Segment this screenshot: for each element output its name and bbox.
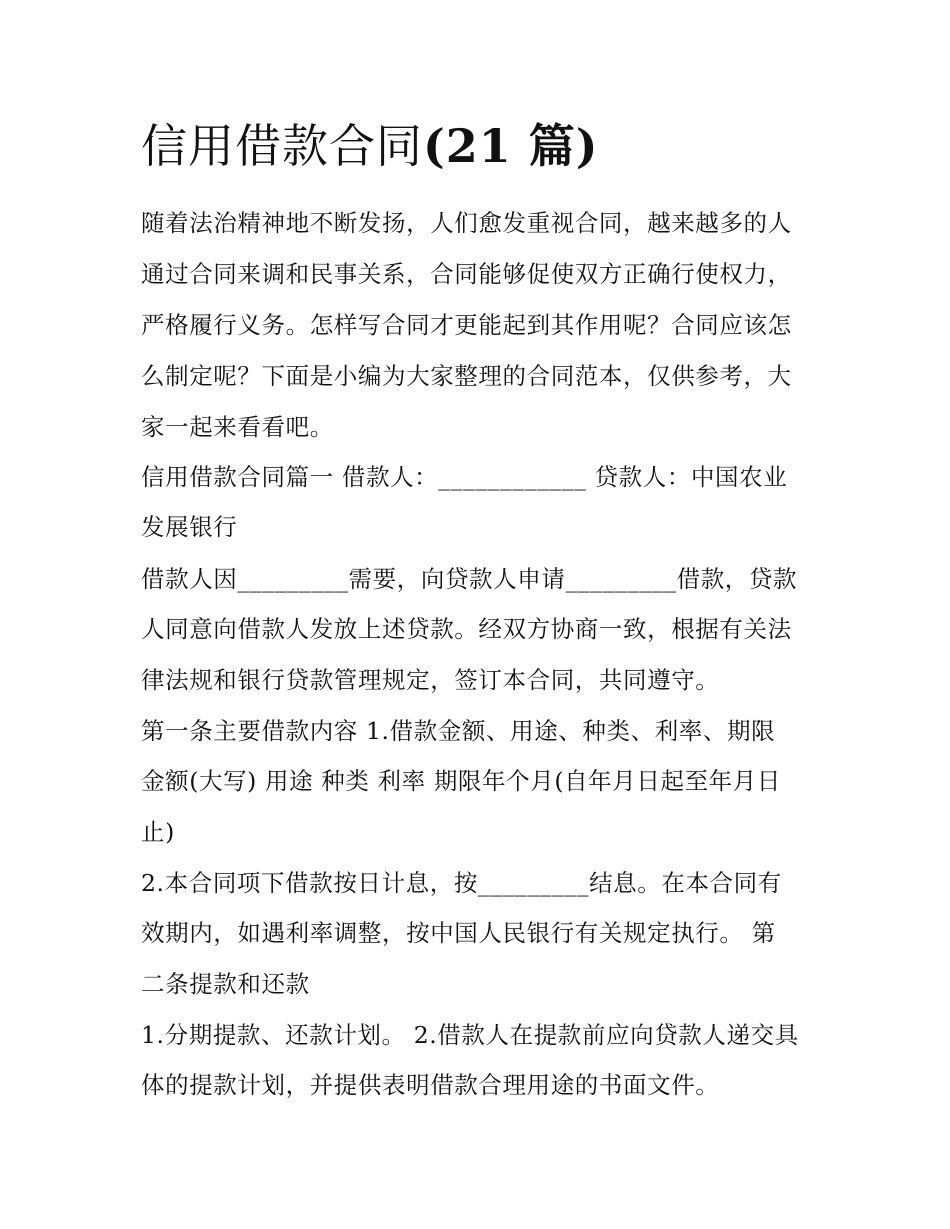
- page-title: [141, 114, 599, 178]
- paragraph-line: 通过合同来调和民事关系，合同能够促使双方正确行使权力，: [141, 260, 792, 288]
- paragraph-line: 体的提款计划，并提供表明借款合理用途的书面文件。: [141, 1071, 720, 1099]
- paragraph-line: 2.本合同项下借款按日计息，按_________结息。在本合同有: [141, 869, 782, 897]
- paragraph-line: 家一起来看看吧。: [141, 413, 334, 441]
- paragraph-line: 律法规和银行贷款管理规定，签订本合同，共同遵守。: [141, 666, 720, 694]
- paragraph-line: 发展银行: [141, 513, 238, 541]
- paragraph-line: 第一条主要借款内容 1.借款金额、用途、种类、利率、期限: [141, 717, 776, 745]
- paragraph-line: 二条提款和还款: [141, 970, 310, 998]
- paragraph-line: 信用借款合同篇一 借款人：____________ 贷款人：中国农业: [141, 463, 788, 491]
- paragraph-line: 止): [141, 818, 175, 846]
- paragraph-line: 金额(大写) 用途 种类 利率 期限年个月(自年月日起至年月日: [141, 767, 781, 795]
- paragraph-line: 借款人因_________需要，向贷款人申请_________借款，贷款: [141, 565, 798, 593]
- title-count: (21 篇): [423, 119, 599, 173]
- paragraph-line: 随着法治精神地不断发扬，人们愈发重视合同，越来越多的人: [141, 209, 792, 237]
- paragraph-line: 么制定呢？下面是小编为大家整理的合同范本，仅供参考，大: [141, 362, 792, 390]
- paragraph-line: 效期内，如遇利率调整，按中国人民银行有关规定执行。 第: [141, 919, 776, 947]
- paragraph-line: 1.分期提款、还款计划。 2.借款人在提款前应向贷款人递交具: [141, 1021, 799, 1049]
- paragraph-line: 人同意向借款人发放上述贷款。经双方协商一致，根据有关法: [141, 615, 792, 643]
- title-main: 信用借款合同: [141, 119, 423, 173]
- paragraph-line: 严格履行义务。怎样写合同才更能起到其作用呢？合同应该怎: [141, 311, 792, 339]
